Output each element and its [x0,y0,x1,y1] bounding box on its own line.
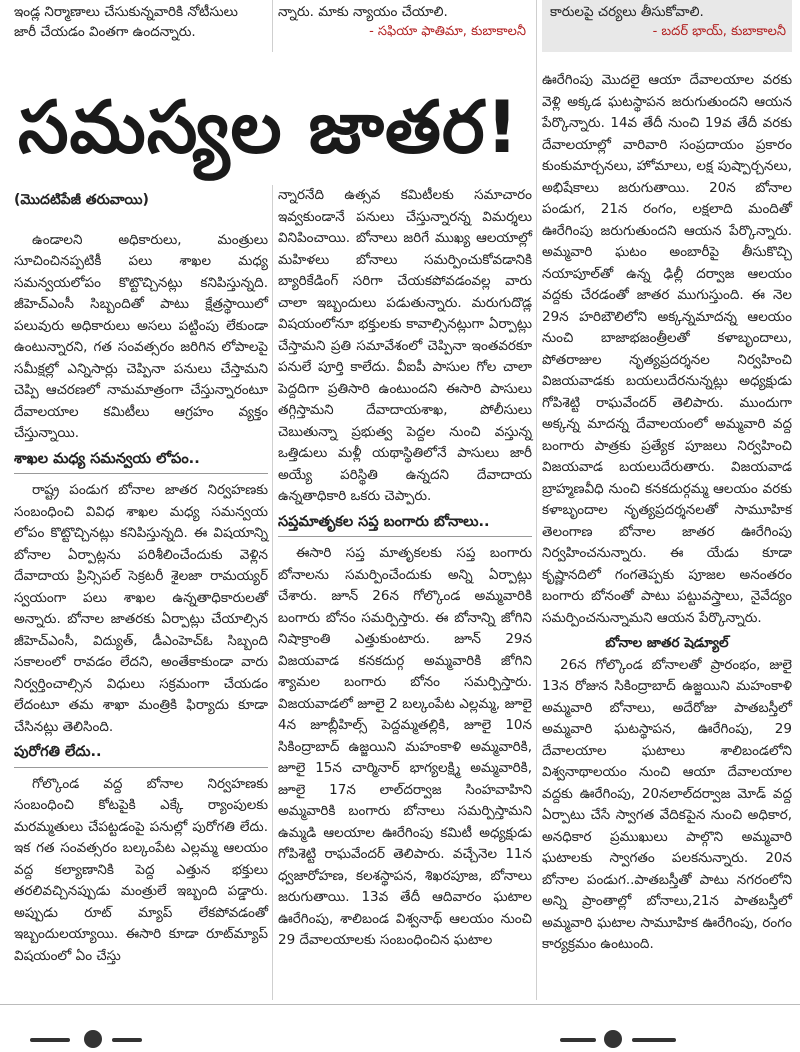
paragraph: ఈసారి సప్త మాతృకలకు సప్త బంగారు బోనాలను సమర్పించేందుకు అన్ని ఏర్పాట్లు చేశారు. జూన్ 26న గోల్కొండ అమ్మవారికి బంగారు బోనం సమర్పిస్తారు. ఈ బోనాన్ని జోగిని నిషాక్రాంతి ఎత్తుకుంటారు. జూన్ 29న విజయవాడ కనకదుర్గ అమ్మవారికి జోగిని శ్యామల బంగారు బోనం సమర్పిస్తారు. విజయవాడలో జూలై 2 బల్కంపేట ఎల్లమ్మ, జూలై 4న జూబ్లీహిల్స్ పెద్దమ్మతల్లికి, జూలై 10న సికింద్రాబాద్ ఉజ్జయిని మహంకాళి అమ్మవారికి, జూలై 15న చార్మినార్ భాగ్యలక్ష్మి అమ్మవారికి, జూలై 17న లాల్‌దర్వాజ సింహవాహిని అమ్మవారికి బంగారు బోనాలు సమర్పిస్తామని ఉమ్మడి ఆలయాల ఊరేగింపు కమిటీ అధ్యక్షుడు గోపిశెట్టి రాఘవేందర్ తెలిపారు. వచ్చేనెల 11న ధ్వజారోహణ, కలశస్థాపన, శిఖరపూజ, బోనాలు జరుగుతాయి. 13వ తేదీ ఆదివారం ఘటాల ఊరేగింపు, శాలిబండ విశ్వనాథ్ ఆలయం నుంచి 29 దేవాలయాలకు సంబంధించిన ఘటాల [278,545,532,948]
paragraph: రాష్ట్ర పండుగ బోనాల జాతర నిర్వహణకు సంబంధించి వివిధ శాఖల మధ్య సమన్వయ లోపం కొట్టొచ్చినట్లు కనిపిస్తున్నది. ఈ విషయాన్ని బోనాల ఏర్పాట్లను పరిశీలించేందుకు వెళ్లిన దేవాదాయ ప్రిన్సిపల్ సెక్రటరీ శైలజా రామయ్యర్ స్వయంగా పలు శాఖల ఉన్నతాధికారులతో అన్నారు. బోనాల జాతరకు ఏర్పాట్లు చేయాల్సిన జీహెచ్ఎంసీ, విద్యుత్, డీఎంహెచ్ఓ సిబ్బంది సకాలంలో రావడం లేదని, అంతేకాకుండా వారు నిర్వర్తించాల్సిన విధులు సక్రమంగా చేయడం లేదంటూ తమ శాఖా మంత్రికి ఫిర్యాదు కూడా చేసినట్లు తెలిసింది. [14,482,268,735]
top-right-text: కారులపై చర్యలు తీసుకోవాలి. [550,4,704,20]
top-left-text: ఇండ్ల నిర్మాణాలు చేసుకున్నవారికి నోటీసులు జారీ చేయడం వింతగా ఉందన్నారు. [14,4,238,40]
paragraph: న్నారనేది ఉత్సవ కమిటీలకు సమాచారం ఇవ్వకుండానే పనులు చేస్తున్నారన్న విమర్శలు వినిపించాయి. బోనాలు జరిగే ముఖ్య ఆలయాల్లో మహిళలు బోనాలు సమర్పించుకోవడానికి బ్యారికేడింగ్ సరిగా చేయకపోవడంవల్ల వారు చాలా ఇబ్బందులు పడుతున్నారు. మరుగుదొడ్ల విషయంలోనూ భక్తులకు కావాల్సినట్లుగా ఏర్పాట్లు చేస్తామని ప్రతి సమావేశంలో చెప్పినా ఇంతవరకూ పనులే పూర్తి కాలేదు. వీఐపీ పాసుల గోల చాలా పెద్దదిగా ప్రతిసారి ఉంటుందని ఈసారి పాసులు తగ్గిస్తామని దేవాదాయశాఖ, పోలీసులు చెబుతున్నా ప్రభుత్వ పెద్దల నుంచి వస్తున్న ఒత్తిడులు మళ్లీ యథాస్థితిలోనే పాసులు జారీ అయ్యే పరిస్థితి ఉన్నదని దేవాదాయ ఉన్నతాధికారి ఒకరు చెప్పారు. [278,187,532,504]
decoration-dot [84,1030,102,1048]
article-column-3 [542,70,792,960]
top-mid-text: న్నారు. మాకు న్యాయం చేయాలి. [278,4,448,20]
decoration-dash [560,1038,596,1042]
decoration-dash [112,1038,142,1042]
decoration-dot [604,1030,622,1048]
column-divider [272,0,273,52]
paragraph: ఉండాలని అధికారులు, మంత్రులు సూచించినప్పటికీ పలు శాఖల మధ్య సమన్వయలోపం కొట్టొచ్చినట్లు కనిపిస్తున్నది. జీహెచ్ఎంసీ సిబ్బందితో పాటు క్షేత్రస్థాయిలో పలువురు అధికారులు అసలు పట్టింపు లేకుండా ఉంటున్నారని, గత సంవత్సరం జరిగిన లోపాలపై సమీక్షల్లో ఎన్నిసార్లు చెప్పినా పనులు చేస్తామని చెప్పి ఆచరణలో నామమాత్రంగా చేస్తున్నారంటూ దేవాలయాల కమిటీలు ఆగ్రహం వ్యక్తం చేస్తున్నాయి. [14,231,268,441]
decoration-dash [632,1038,676,1042]
top-left-snippet [14,2,262,42]
decoration-dash [30,1038,70,1042]
subheading: పురోగతి లేదు.. [14,742,268,768]
subheading: శాఖల మధ్య సమన్వయ లోపం.. [14,449,268,475]
top-mid-snippet [278,2,526,42]
subheading: సప్తమాతృకల సప్త బంగారు బోనాలు.. [278,512,532,538]
article-column-2 [278,185,532,956]
paragraph: గోల్కొండ వద్ద బోనాల నిర్వహణకు సంబంధించి కోటపైకి ఎక్కే ర్యాంపులకు మరమ్మతులు చేపట్టడంపై పనుల్లో పురోగతి లేదు. ఇక గత సంవత్సరం బల్కంపేట ఎల్లమ్మ ఆలయం వద్ద కల్యాణానికి పెద్ద ఎత్తున భక్తులు తరలివచ్చినప్పుడు మంత్రులే ఇబ్బంది పడ్డారు. అప్పుడు రూట్ మ్యాప్ లేకపోవడంతో ఇబ్బందులయ్యాయి. ఈసారి కూడా రూట్‌మ్యాప్ విషయంలో ఏం చేస్తు [14,775,268,964]
continued-label: (మొదటిపేజీ తరువాయి) [14,192,149,208]
article-column-1 [14,190,268,971]
headline: సమస్యల జాతర! [18,85,520,169]
bottom-decoration [0,1018,800,1052]
top-strip [0,0,800,52]
top-right-snippet [542,0,792,52]
subheading: బోనాల జాతర షెడ్యూల్ [605,635,729,651]
top-mid-credit: - సఫియా ఫాతిమా, కుబాకాలనీ [369,24,526,39]
bottom-rule [0,1004,800,1005]
top-right-credit: - బదర్ భాయ్, కుబాకాలనీ [652,24,786,39]
column-divider [272,185,273,1000]
paragraph: ఊరేగింపు మొదలై ఆయా దేవాలయాల వరకు వెళ్లి అక్కడ ఘటస్థాపన జరుగుతుందని ఆయన పేర్కొన్నారు. 14వ తేదీ నుంచి 19వ తేదీ వరకు దేవాలయాల్లో వారివారి సంప్రదాయం ప్రకారం కుంకుమార్చనలు, హోమాలు, లక్ష పుష్పార్చనలు, అభిషేకాలు జరుగుతాయి. 20న బోనాల పండుగ, 21న రంగం, లక్షలాది మందితో ఊరేగింపు జరుగుతుందని ఆయన పేర్కొన్నారు. అమ్మవారి ఘటం అంబారీపై తీసుకొచ్చి నయాపూల్‌తో ఉన్న ఢిల్లీ దర్వాజ ఆలయం వద్దకు చేరడంతో జాతర ముగుస్తుంది. ఈ నెల 29న హరిబౌలిలోని అక్కన్నమాదన్న ఆలయం నుంచి బాజాభజంత్రీలతో కళాబృందాలు, పోతరాజుల నృత్యప్రదర్శనల నిర్వహించి విజయవాడకు బయలుదేరనున్నట్లు అధ్యక్షుడు గోపిశెట్టి రాఘవేందర్ తెలిపారు. ముందుగా అక్కన్న మాదన్న దేవాలయంలో అమ్మవారి వద్ద బంగారు పాత్రకు ప్రత్యేక పూజలు నిర్వహించి విజయవాడ బయలుదేరుతారు. విజయవాడ బ్రాహ్మణవీధి నుంచి కనకదుర్గమ్మ ఆలయం వరకు కళాబృందాల నృత్యప్రదర్శనలతో సామూహిక తెలంగాణ బోనాల జాతర ఊరేగింపు నిర్వహించనున్నారు. ఈ యేడు కూడా కృష్ణానదిలో గంగతెప్పకు పూజల అనంతరం బంగారు బోనంతో పాటు పట్టువస్త్రాలు, నైవేద్యం సమర్పించనున్నామని ఆయన పేర్కొన్నారు. [542,72,792,626]
paragraph: 26న గోల్కొండ బోనాలతో ప్రారంభం, జులై 13న రోజున సికింద్రాబాద్ ఉజ్జయిని మహంకాళి అమ్మవారి బోనాలు, అదేరోజు పాతబస్తీలో అమ్మవారి ఘటస్థాపన, ఊరేగింపు, 29 దేవాలయాల ఘటాలు శాలిబండలోని విశ్వనాథాలయం నుంచి ఆయా దేవాలయాల వద్దకు ఊరేగింపు, 20నలాల్‌దర్వాజ మోడ్ వద్ద ఏర్పాటు చేసే స్వాగత వేదికపైన నుంచి అధికార, అనధికార ప్రముఖులు పాల్గొని అమ్మవారి ఘటాలకు స్వాగతం పలకనున్నారు. 20న బోనాల పండుగ..పాతబస్తీతో పాటు నగరంలోని అన్ని ప్రాంతాల్లో బోనాలు,21న పాతబస్తీలో అమ్మవారి ఘటాల సామూహిక ఊరేగింపు, రంగం కార్యక్రమం ఉంటుంది. [542,656,792,952]
